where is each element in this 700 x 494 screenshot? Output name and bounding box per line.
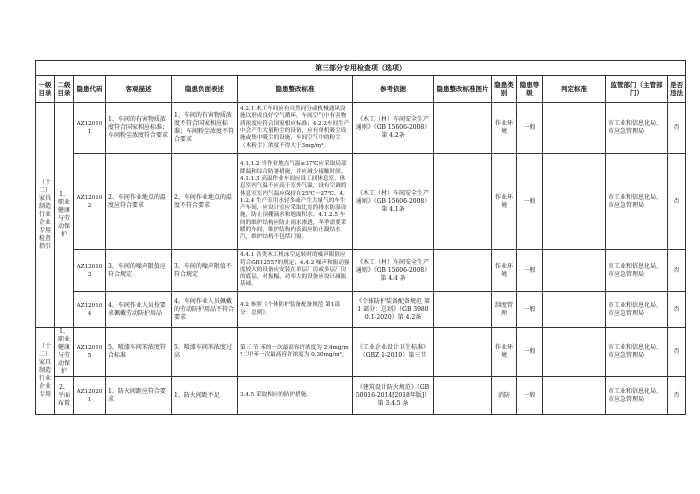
level-cell: 一般 <box>517 292 543 328</box>
reference-cell: 《木工（材）车间安全生产通则》（GB 15606-2008）第 4.1条 <box>353 154 434 250</box>
image-cell <box>434 154 492 250</box>
category-cell: 作业环境 <box>492 103 517 154</box>
image-cell <box>434 328 492 377</box>
header-dept: 监管部门（主管部门） <box>606 76 668 103</box>
table-row <box>36 250 686 292</box>
header-level: 隐患等级 <box>517 76 543 103</box>
header-image: 隐患整改标准图片 <box>434 76 492 103</box>
inspection-table <box>35 60 686 415</box>
header-level2: 二级目录 <box>55 76 74 103</box>
level-cell: 一般 <box>517 377 543 415</box>
code-cell: AZ120103 <box>74 250 106 292</box>
header-judge: 判定标准 <box>543 76 606 103</box>
illegal-cell: 否 <box>668 103 686 154</box>
dept-cell: 市工业和信息化局、市应急管理局 <box>606 154 668 250</box>
negative-cell: 1、防火间距不足 <box>172 377 238 415</box>
judge-cell <box>543 292 606 328</box>
standard-cell: 4.1.1.2 当作业地点气温≥37℃应采取局部降温和综合防暑措施，并应减少接触时间。4.1.1.3 高温作业车间应设工间休息室。休息室内气温不应高于室外气温，设有空调的休息室室内气温应保持在25℃～27℃。4.1.2.4 生产室用水轻多或产生大量气的车生产车间，应设计室应采取比室的排水防湿设施，防止顶棚滴水和地面积水。4.1.2.5 车间的维护结构应防止雨水渗透，冬季需要采暖的车间，维护结构内表面应防止凝结水汽，维护结构不包括门窗。 <box>238 154 353 250</box>
code-cell: AZ120105 <box>74 328 106 377</box>
image-cell <box>434 250 492 292</box>
level-cell: 一般 <box>517 328 543 377</box>
judge-cell <box>543 154 606 250</box>
desc-cell: 2、车间作业地点的温度应符合要求 <box>106 154 172 250</box>
image-cell <box>434 292 492 328</box>
code-cell: AZ120104 <box>74 292 106 328</box>
desc-cell: 4、车间作业人员按要求佩戴劳动防护用品 <box>106 292 172 328</box>
illegal-cell: 否 <box>668 377 686 415</box>
image-cell <box>434 377 492 415</box>
reference-cell: 《个体防护装备配备规范 第 1 部分：总则》（GB 39800.1-2020）第 4.2条 <box>353 292 434 328</box>
table-row <box>36 292 686 328</box>
header-standard: 隐患整改标准 <box>238 76 353 103</box>
category-cell: 作业环境 <box>492 250 517 292</box>
judge-cell <box>543 250 606 292</box>
level-cell: 一般 <box>517 103 543 154</box>
image-cell <box>434 103 492 154</box>
standard-cell: 4.2 参照《个体防护装备配备规范 第1部分：总则》。 <box>238 292 353 328</box>
table-row <box>36 328 686 377</box>
code-cell: AZ120102 <box>74 154 106 250</box>
header-level1: 一级目录 <box>36 76 55 103</box>
reference-cell: 《木工（材）车间安全生产通则》（GB 15606-2008）第 4.4 条 <box>353 250 434 292</box>
standard-cell: 第三 节 苯的一次最高容许浓度为 2.4mg/m³二甲苯一次最高容许浓度为 0.30mg/m³。 <box>238 328 353 377</box>
dept-cell: 市工业和信息化局、市应急管理局 <box>606 377 668 415</box>
header-code: 隐患代码 <box>74 76 106 103</box>
header-desc: 客观描述 <box>106 76 172 103</box>
level-cell: 一般 <box>517 250 543 292</box>
dept-cell: 市工业和信息化局、市应急管理局 <box>606 250 668 292</box>
reference-cell: 《木工（材）车间安全生产通则》（GB 15606-2008）第 4.2条 <box>353 103 434 154</box>
header-negative: 隐患负面表述 <box>172 76 238 103</box>
code-cell: AZ120101 <box>74 103 106 154</box>
negative-cell: 2、车间作业地点的温度不符合要求 <box>172 154 238 250</box>
category-cell: 作业环境 <box>492 154 517 250</box>
illegal-cell: 否 <box>668 154 686 250</box>
desc-cell: 3、车间的噪声限值应符合规定 <box>106 250 172 292</box>
negative-cell: 1、车间的有害物质浓度不符合国家相应标准；车间粉尘浓度不符合要求 <box>172 103 238 154</box>
header-row <box>36 76 686 103</box>
standard-cell: 4.4.1 各类木工机床空运转时的噪声限值应符合GB12557的规定；4.4.2 噪声和振动强度较大的设备应安装在单层厂房或多层厂房的底层，对振幅、功率大的设备应设计减振基础。 <box>238 250 353 292</box>
reference-cell: 《建筑设计防火规范》（GB 50016-2014[2018年版]）第 3.4.5 条 <box>353 377 434 415</box>
level1-cell: （十二）家具制造行业企业专用 <box>36 328 55 415</box>
table-row <box>36 103 686 154</box>
negative-cell: 3、车间的噪声限值不符合规定 <box>172 250 238 292</box>
desc-cell: 5、喷漆车间苯浓度符合标准 <box>106 328 172 377</box>
judge-cell <box>543 328 606 377</box>
desc-cell: 1、车间的有害物质浓度符合国家相应标准；车间粉尘浓度符合要求 <box>106 103 172 154</box>
dept-cell: 市工业和信息化局、市应急管理局 <box>606 328 668 377</box>
illegal-cell: 否 <box>668 250 686 292</box>
dept-cell: 市工业和信息化局、市应急管理局 <box>606 292 668 328</box>
category-cell: 消防 <box>492 377 517 415</box>
level2-cell: 2、平面布置 <box>55 377 74 415</box>
negative-cell: 5、喷漆车间苯浓度过高 <box>172 328 238 377</box>
category-cell: 制度管理 <box>492 292 517 328</box>
standard-cell: 3.4.5 采取相应的防护措施。 <box>238 377 353 415</box>
table-row <box>36 377 686 415</box>
level1-cell: （十二）家具制造行业企业专用检查指引 <box>36 103 55 328</box>
reference-cell: 《工业企业设计卫生标准》（GBZ 1-2010）第三节 <box>353 328 434 377</box>
code-cell: AZ120201 <box>74 377 106 415</box>
category-cell: 作业环境 <box>492 328 517 377</box>
illegal-cell: 否 <box>668 292 686 328</box>
illegal-cell: 否 <box>668 328 686 377</box>
dept-cell: 市工业和信息化局、市应急管理局 <box>606 103 668 154</box>
section-title: 第三部分专用检查项（选项） <box>36 61 686 76</box>
judge-cell <box>543 377 606 415</box>
level2-cell: 1、职业健康与劳动保护 <box>55 103 74 328</box>
negative-cell: 4、车间作业人员佩戴的劳动防护用品不符合要求 <box>172 292 238 328</box>
header-reference: 参考依据 <box>353 76 434 103</box>
standard-cell: 4.2.1 木工车间应有自然同分或机械通风设施以形成良好空气循环，车间空气中有害物质浓度应符合国家相应标准；4.2.2车间生产中会产生大量粉尘的设备，应有单机吸尘设施或集中吸尘的设施，车间空气中的粉尘（木粉尘）浓度不得大于3mg/m³。 <box>238 103 353 154</box>
desc-cell: 1、防火间距应符合要求 <box>106 377 172 415</box>
header-category: 隐患类别 <box>492 76 517 103</box>
level2-cell: 1、职业健康与劳动保护 <box>55 328 74 377</box>
table-row <box>36 154 686 250</box>
header-illegal: 是否违法 <box>668 76 686 103</box>
judge-cell <box>543 103 606 154</box>
level-cell: 一般 <box>517 154 543 250</box>
